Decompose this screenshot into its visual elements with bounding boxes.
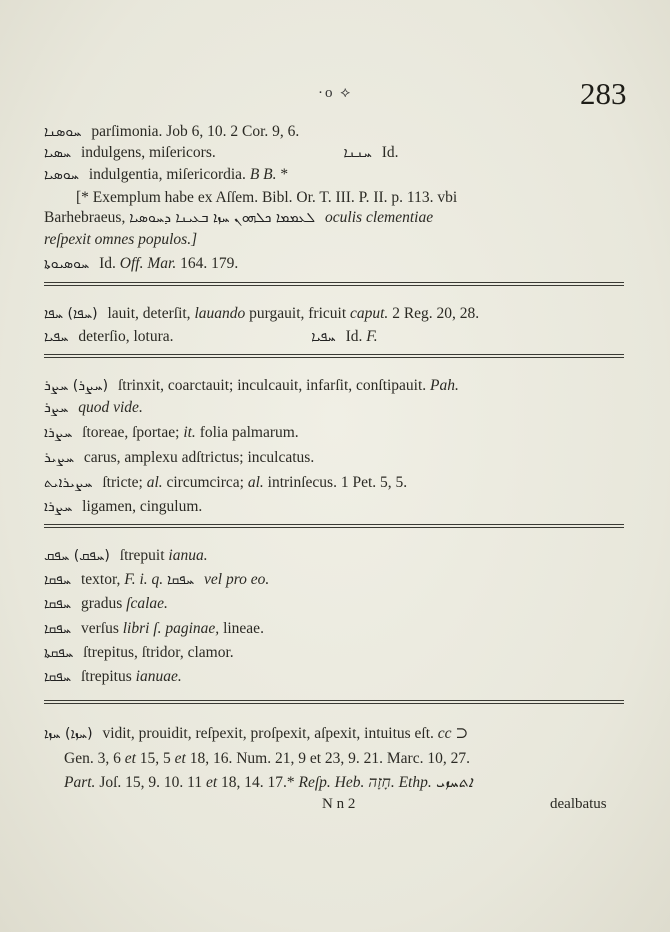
gloss: indulgens, miſericors.	[81, 144, 216, 161]
syriac-word: ܚܦܩܐ	[44, 596, 72, 612]
entry-line	[44, 143, 399, 163]
header-ornament: ·o ⟡	[318, 85, 353, 101]
syriac-phrase: ܠܥܡܡܐ ܟܠܗܘܢ ܚܙܐ ܒܥܝܢܐ ܕܚܘܣܝܐ	[129, 210, 316, 226]
entry-line: ܚܦܩܐ verſus libri ſ. paginae, lineae.	[44, 620, 264, 637]
entry-line: ܚܦܩܐ textor, F. i. q. ܚܦܩܐ vel pro eo.	[44, 571, 270, 588]
signature-mark: N n 2	[322, 796, 356, 812]
entry-line	[76, 188, 457, 208]
syriac-root: (ܚܙܐ) ܚܙܐ	[44, 726, 93, 742]
entry-line: Part. Joſ. 15, 9. 10. 11 et 18, 14. 17.* Reſp. Heb. חָזָה. Ethp. ܐܬܚܙܝ	[64, 774, 473, 791]
entry-line: ܚܨܪܐ ligamen, cingulum.	[44, 498, 203, 515]
syriac-word: ܚܢܢܐ	[343, 145, 372, 161]
entry-line: ܚܨܝܪܐܝܬ ſtricte; al. circumcirca; al. intrinſecus. 1 Pet. 5, 5.	[44, 474, 408, 491]
entry-line: ܚܦܩܐ gradus ſcalae.	[44, 595, 168, 612]
section-divider	[44, 282, 624, 286]
entry-line: (ܚܦܩ) ܚܦܩ ſtrepuit ianua.	[44, 547, 208, 564]
note-italic: oculis clementiae	[325, 209, 434, 226]
syriac-root: (ܚܨܪ) ܚܨܪ	[44, 378, 109, 394]
section-divider	[44, 524, 624, 528]
entry-line: Gen. 3, 6 et 15, 5 et 18, 16. Num. 21, 9 et 23, 9. 21. Marc. 10, 27.	[64, 750, 470, 767]
syriac-root: (ܚܦܐ) ܚܦܐ	[44, 306, 98, 322]
syriac-word: ܚܘܣܢܐ	[44, 124, 82, 140]
entry-line	[44, 208, 433, 228]
entry-line: ܚܨܪ quod vide.	[44, 399, 143, 416]
entry-line: ܚܦܩܐ ſtrepitus ianuae.	[44, 668, 182, 685]
syriac-word: ܚܨܪܐ	[44, 425, 73, 441]
entry-line: ܚܨܪܐ ſtoreae, ſportae; it. folia palmarum.	[44, 424, 299, 441]
gloss: Id.	[381, 144, 399, 161]
syriac-word: ܚܨܪܐ	[44, 499, 73, 515]
gloss: indulgentia, miſericordia.	[88, 166, 246, 183]
syriac-word: ܚܘܣܝܘܬܐ	[44, 256, 90, 272]
syriac-word: ܚܨܝܪ	[44, 450, 75, 466]
syriac-word: ܚܦܩܐ	[44, 572, 72, 588]
entry-line: ܚܦܝܐ deterſio, lotura. ܚܦܝܐ Id. F.	[44, 328, 378, 345]
entry-line: ܚܨܝܪ carus, amplexu adſtrictus; inculcatus.	[44, 449, 315, 466]
entry-line: (ܚܦܐ) ܚܦܐ lauit, deterſit, lauando purgauit, fricuit caput. 2 Reg. 20, 28.	[44, 305, 480, 322]
syriac-word: ܚܦܩܐ	[44, 669, 72, 685]
syriac-word: ܚܦܩܐ	[44, 621, 72, 637]
catchword: dealbatus	[550, 796, 607, 812]
abbrev: B B.	[249, 166, 277, 183]
syriac-root: (ܚܦܩ) ܚܦܩ	[44, 548, 110, 564]
syriac-word: ܚܦܩܬܐ	[44, 645, 74, 661]
note: [* Exemplum habe ex Aſſem. Bibl. Or. T. III. P. II. p. 113. vbi	[76, 189, 458, 206]
entry-line: ܚܘܣܝܘܬܐ Id. Off. Mar. 164. 179.	[44, 255, 239, 272]
syriac-word: ܚܦܝܐ	[44, 329, 69, 345]
page-number: 283	[580, 76, 627, 111]
syriac-word: ܚܨܝܪܐܝܬ	[44, 475, 93, 491]
syriac-word: ܚܦܩܐ	[167, 572, 195, 588]
gloss: parſimonia. Job 6, 10. 2 Cor. 9, 6.	[91, 123, 300, 140]
syriac-word: ܚܘܣܝܐ	[44, 167, 79, 183]
syriac-word: ܚܦܝܐ	[311, 329, 336, 345]
entry-line: (ܚܙܐ) ܚܙܐ vidit, prouidit, reſpexit, proſpexit, aſpexit, intuitus eſt. cc ⊃	[44, 725, 469, 742]
entry-line: ܚܦܩܬܐ ſtrepitus, ſtridor, clamor.	[44, 644, 234, 661]
note: Barhebraeus,	[44, 209, 126, 226]
entry-line	[44, 122, 299, 142]
note-italic: reſpexit omnes populos.]	[44, 231, 198, 248]
entry-line: (ܚܨܪ) ܚܨܪ ſtrinxit, coarctauit; inculcauit, infarſit, conſtipauit. Pah.	[44, 377, 459, 394]
section-divider	[44, 354, 624, 358]
syriac-word: ܚܨܪ	[44, 400, 69, 416]
syriac-word: ܚܣܝܐ	[44, 145, 72, 161]
entry-line	[44, 230, 197, 250]
entry-line: ܚܘܣܝܐ indulgentia, miſericordia. B B. *	[44, 166, 289, 183]
section-divider	[44, 700, 624, 704]
